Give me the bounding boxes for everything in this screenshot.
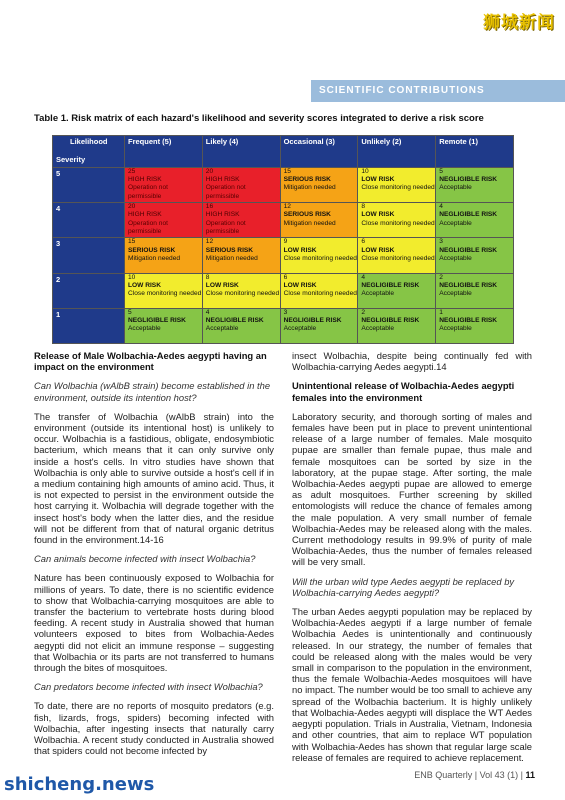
risk-cell: [280, 203, 358, 238]
risk-cell-action: Operation not permissible: [128, 219, 168, 235]
risk-cell-risk: NEGLIGIBLE RISK: [361, 316, 420, 324]
paragraph-continuation: insect Wolbachia, despite being continually fed with Wolbachia-carrying Aedes aegypti.14: [292, 350, 532, 373]
paragraph-nature: Nature has been continuously exposed to Wolbachia for millions of years. To date, there is no scientific evidence to show that Wolbachia-carrying mosquitoes are able to transfer the bacterium to vertebrate hosts during blood feeding. A recent study in Australia showed that human volunteers exposed to bites from Wolbachia-Aedes aegypti did not elicit an immune response – suggesting that Wolbachia or its parts are not transferred to humans through the bites of mosquitoes.: [34, 572, 274, 674]
risk-cell-action: Acceptable: [205, 325, 239, 333]
risk-cell-num: 1: [439, 308, 443, 316]
risk-cell-action: Close monitoring needed: [283, 289, 357, 297]
risk-cell-action: Mitigation needed: [283, 219, 336, 227]
risk-cell-action: Acceptable: [439, 289, 472, 297]
risk-cell-action: Acceptable: [128, 325, 161, 333]
risk-cell-num: 10: [361, 168, 369, 175]
risk-cell: [202, 273, 280, 308]
risk-cell-action: Close monitoring needed: [361, 219, 435, 227]
risk-cell-action: Close monitoring needed: [205, 289, 280, 297]
risk-cell: [436, 308, 514, 343]
risk-cell: [125, 168, 203, 203]
risk-cell-risk: LOW RISK: [205, 281, 239, 289]
risk-cell-risk: SERIOUS RISK: [283, 211, 331, 219]
risk-cell-risk: NEGLIGIBLE RISK: [128, 316, 186, 324]
risk-cell-num: 12: [283, 203, 291, 211]
risk-cell: [125, 203, 203, 238]
risk-cell-action: Acceptable: [439, 254, 472, 262]
question-replaced: Will the urban wild type Aedes aegypti be replaced by Wolbachia-carrying Aedes aegypti?: [292, 575, 515, 598]
risk-cell-risk: HIGH RISK: [205, 211, 240, 219]
risk-cell: [280, 168, 358, 203]
risk-cell: [280, 273, 358, 308]
matrix-row: [53, 168, 514, 203]
risk-cell-risk: LOW RISK: [361, 246, 395, 254]
risk-cell-num: 4: [205, 308, 210, 316]
risk-cell-num: 5: [439, 168, 443, 175]
risk-cell: [436, 203, 514, 238]
severity-level: 3: [53, 238, 125, 273]
risk-cell-action: Close monitoring needed: [361, 184, 435, 192]
risk-cell-action: Operation not permissible: [128, 184, 168, 200]
risk-cell-risk: SERIOUS RISK: [128, 246, 176, 254]
severity-level: 4: [53, 203, 125, 238]
risk-cell-num: 15: [128, 238, 136, 246]
risk-cell-num: 15: [283, 168, 291, 175]
left-column: [34, 350, 274, 765]
likelihood-label: Likelihood: [70, 137, 108, 146]
risk-cell-risk: NEGLIGIBLE RISK: [439, 246, 498, 254]
matrix-row: [53, 308, 514, 343]
risk-cell: [125, 273, 203, 308]
col-header-unlikely: Unlikely (2): [358, 136, 436, 168]
risk-cell: [436, 238, 514, 273]
risk-cell-action: Operation not permissible: [205, 184, 246, 200]
risk-cell-risk: LOW RISK: [283, 281, 317, 289]
risk-cell-action: Acceptable: [361, 289, 395, 297]
risk-cell-num: 4: [361, 273, 366, 281]
severity-level: 1: [53, 308, 125, 343]
col-header-likely: Likely (4): [202, 136, 280, 168]
severity-level: 5: [53, 168, 125, 203]
risk-cell-risk: NEGLIGIBLE RISK: [439, 281, 498, 289]
page-number: 11: [525, 770, 535, 780]
risk-cell-risk: SERIOUS RISK: [283, 176, 331, 184]
section-heading-unintentional: Unintentional release of Wolbachia-Aedes aegypti females into the environment: [292, 380, 515, 403]
risk-cell: [280, 238, 358, 273]
risk-cell: [436, 168, 514, 203]
risk-cell-risk: LOW RISK: [128, 281, 161, 289]
page-footer: [414, 770, 535, 780]
risk-cell-num: 8: [361, 203, 366, 211]
risk-cell-num: 20: [128, 203, 136, 211]
section-banner: SCIENTIFIC CONTRIBUTIONS: [311, 80, 565, 102]
risk-cell-num: 12: [205, 238, 214, 246]
risk-cell-risk: HIGH RISK: [128, 211, 162, 219]
risk-cell: [202, 168, 280, 203]
risk-cell: [125, 238, 203, 273]
risk-cell-risk: SERIOUS RISK: [205, 246, 254, 254]
risk-cell: [202, 238, 280, 273]
risk-cell-action: Close monitoring needed: [128, 289, 202, 297]
risk-cell: [202, 308, 280, 343]
journal-name: ENB Quarterly | Vol 43 (1) |: [414, 770, 523, 780]
risk-cell: [436, 273, 514, 308]
risk-cell-risk: NEGLIGIBLE RISK: [361, 281, 420, 289]
paragraph-lab-security: Laboratory security, and thorough sorting of males and females have been put in place to prevent unintentional release of a large number of females. Male mosquito pupae are smaller than female pupae, thus male and female mosquitoes can be sorted by size in the laboratory, at the pupae stage. After sorting, the male Wolbachia-Aedes aegypti pupae are allowed to emerge as adult mosquitoes. Further screening by skilled entomologists will reduce the chance of females among the male population. A very small number of female Wolbachia-Aedes may be released along with the males. Current methodology results in 99.9% of purity of male Wolbachia-Aedes, thus the number of females released will be very small.: [292, 410, 532, 568]
risk-cell-num: 9: [283, 238, 288, 246]
risk-cell-action: Mitigation needed: [128, 254, 181, 262]
risk-cell-action: Mitigation needed: [283, 184, 336, 192]
matrix-row: [53, 203, 514, 238]
col-header-remote: Remote (1): [436, 136, 514, 168]
risk-cell-risk: NEGLIGIBLE RISK: [439, 176, 498, 184]
risk-cell-action: Acceptable: [439, 184, 472, 192]
risk-cell-action: Acceptable: [361, 325, 395, 333]
risk-cell: [358, 168, 436, 203]
risk-cell-num: 25: [128, 168, 136, 175]
table-caption: Table 1. Risk matrix of each hazard's likelihood and severity scores integrated to derive a risk score: [34, 113, 484, 124]
risk-cell-num: 4: [439, 203, 443, 211]
risk-cell-action: Acceptable: [439, 325, 472, 333]
risk-matrix: [52, 135, 514, 344]
paragraph-urban: The urban Aedes aegypti population may be replaced by Wolbachia-Aedes aegypti if a large number of female Wolbachia Aedes is unintentionally and continuously released. In our strategy, the number of females that could be released along with the males would be very small in comparison to the population in the environment, thus the female Wolbachia-Aedes mosquitoes will have no impact. The number would be too small to achieve any spread of the Wolbachia bacterium. It is highly unlikely that Wolbachia-Aedes aegypti will displace the WT Aedes aegypti population. Trials in Australia, Vietnam, Indonesia and other countries, that aim to replace WT population with Wolbachia-Aedes has shown that regular large scale release of females are required to achieve replacement.: [292, 606, 532, 763]
risk-cell: [202, 203, 280, 238]
severity-label: Severity: [56, 155, 86, 165]
matrix-corner-header: [53, 136, 125, 168]
risk-cell-num: 2: [361, 308, 366, 316]
risk-cell-risk: HIGH RISK: [128, 176, 162, 184]
question-established: Can Wolbachia (wAlbB strain) become established in the environment, outside its intention host?: [34, 380, 271, 403]
paragraph-transfer: The transfer of Wolbachia (wAlbB strain) into the environment (outside its intentional host) is unlikely to occur. Wolbachia is a fastidious, obligate, endosymbiotic bacterium, which means that it can only survive only inside a host's cells. In vitro studies have shown that Wolbachia is only able to survive outside a host's cell if in a medium containing high amounts of amino acid. Thus, it is not expected to persist in the environment outside the host carrying it. Wolbachia will degrade together with the insect host's body when the latter dies, and the residue will not be different from that of natural organic detritus found in the environment.14-16: [34, 410, 274, 546]
risk-cell-risk: LOW RISK: [283, 246, 317, 254]
risk-cell-num: 16: [205, 203, 214, 211]
paragraph-predators: To date, there are no reports of mosquito predators (e.g. fish, lizards, frogs, spiders) becoming infected with Wolbachia, after ingesting insects that naturally carry Wolbachia. A recent study conducted in Australia showed that spiders could not become infected by: [34, 700, 274, 757]
risk-cell: [358, 273, 436, 308]
risk-cell-action: Mitigation needed: [205, 254, 258, 262]
risk-cell-action: Close monitoring needed: [283, 254, 357, 262]
risk-cell-risk: LOW RISK: [361, 211, 395, 219]
risk-cell-action: Acceptable: [283, 325, 317, 333]
watermark-top: 狮城新闻: [483, 13, 555, 33]
risk-cell-num: 6: [283, 273, 288, 281]
risk-cell-risk: NEGLIGIBLE RISK: [283, 316, 342, 324]
risk-cell-num: 6: [361, 238, 366, 246]
watermark-bottom: shicheng.news: [4, 774, 155, 795]
risk-cell-risk: NEGLIGIBLE RISK: [439, 211, 498, 219]
severity-level: 2: [53, 273, 125, 308]
risk-cell: [125, 308, 203, 343]
risk-cell-num: 5: [128, 308, 132, 316]
risk-cell-num: 10: [128, 273, 136, 281]
risk-cell-risk: HIGH RISK: [205, 176, 240, 184]
risk-cell: [358, 308, 436, 343]
question-predators: Can predators become infected with insect Wolbachia?: [34, 681, 263, 693]
section-heading-release-male: Release of Male Wolbachia-Aedes aegypti having an impact on the environment: [34, 350, 267, 373]
risk-cell-action: Acceptable: [439, 219, 472, 227]
question-animals: Can animals become infected with insect Wolbachia?: [34, 553, 256, 565]
matrix-row: [53, 238, 514, 273]
risk-cell: [280, 308, 358, 343]
col-header-frequent: Frequent (5): [125, 136, 203, 168]
risk-cell-num: 3: [283, 308, 288, 316]
risk-cell-risk: NEGLIGIBLE RISK: [439, 316, 498, 324]
matrix-row: [53, 273, 514, 308]
risk-cell-num: 3: [439, 238, 443, 246]
risk-cell: [358, 203, 436, 238]
risk-cell-risk: NEGLIGIBLE RISK: [205, 316, 264, 324]
risk-cell-action: Operation not permissible: [205, 219, 246, 235]
risk-cell-action: Close monitoring needed: [361, 254, 435, 262]
matrix-body: [53, 168, 514, 344]
risk-cell-num: 8: [205, 273, 210, 281]
risk-cell-num: 20: [205, 168, 214, 175]
risk-cell-risk: LOW RISK: [361, 176, 395, 184]
risk-cell-num: 2: [439, 273, 443, 281]
risk-cell: [358, 238, 436, 273]
col-header-occasional: Occasional (3): [280, 136, 358, 168]
right-column: [292, 350, 532, 771]
